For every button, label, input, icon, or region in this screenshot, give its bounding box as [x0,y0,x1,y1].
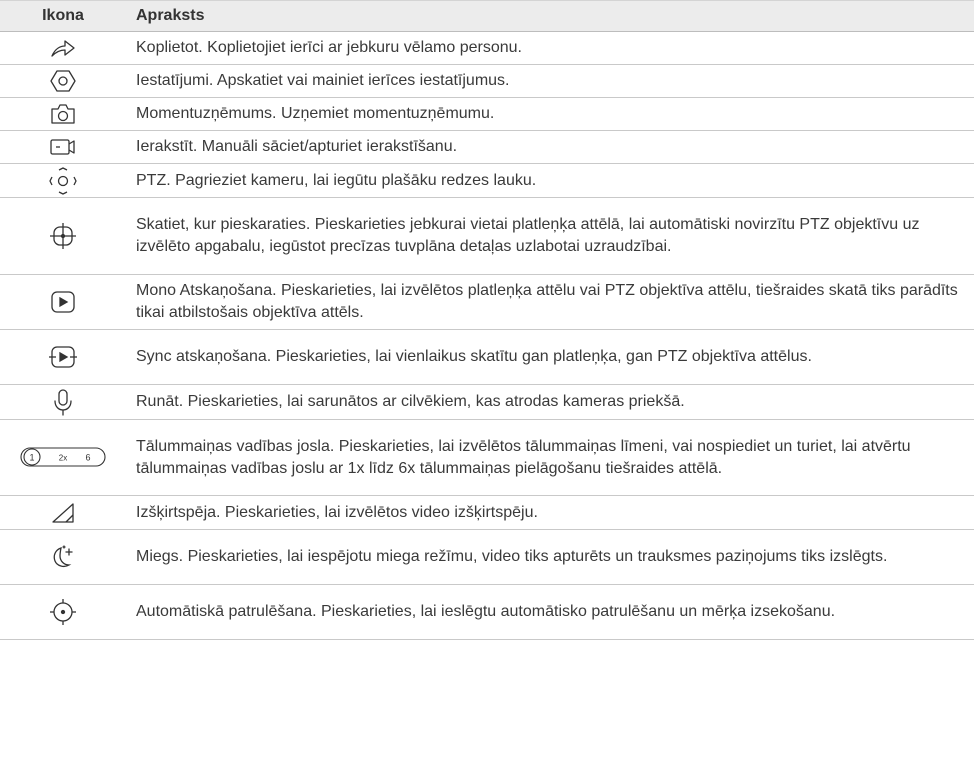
header-icon-column: Ikona [0,1,126,32]
icon-cell [0,585,126,640]
table-row [0,32,974,65]
row-description: Izšķirtspēja. Pieskarieties, lai izvēlētos video izšķirtspēju. [126,496,974,530]
icon-cell [0,131,126,164]
sync-play-icon [49,345,77,369]
play-icon [50,290,76,314]
table-row [0,585,974,640]
row-description: Iestatījumi. Apskatiet vai mainiet ierīces iestatījumus. [126,65,974,98]
record-icon [49,137,77,157]
ptz-icon [48,167,78,195]
camera-icon [50,103,76,125]
microphone-icon [52,388,74,416]
table-row [0,530,974,585]
zoom-label-6: 6 [85,452,91,463]
zoom-label-1: 1 [29,452,35,463]
row-description: Runāt. Pieskarieties, lai sarunātos ar cilvēkiem, kas atrodas kameras priekšā. [126,385,974,420]
header-description-column: Apraksts [126,1,974,32]
table-row [0,385,974,420]
settings-icon [50,69,76,93]
icon-cell [0,98,126,131]
zoom-label-2x: 2x [58,453,68,463]
icon-cell [0,198,126,275]
icon-cell [0,496,126,530]
table-row [0,330,974,385]
share-icon [50,37,76,59]
row-description: Sync atskaņošana. Pieskarieties, lai vienlaikus skatītu gan platleņķa, gan PTZ objektīva attēlus. [126,330,974,385]
row-description: PTZ. Pagrieziet kameru, lai iegūtu plašāku redzes lauku. [126,164,974,198]
table-row [0,98,974,131]
icon-cell [0,330,126,385]
table-row [0,496,974,530]
table-row [0,198,974,275]
auto-patrol-icon [49,598,77,626]
sleep-icon [49,544,77,570]
resolution-icon [50,501,76,525]
icon-cell [0,65,126,98]
table-header-row [0,1,974,32]
icon-cell [0,275,126,330]
zoom-bar-icon [20,446,106,468]
row-description: Tālummaiņas vadības josla. Pieskarieties, lai izvēlētos tālummaiņas līmeni, vai nospiediet un turiet, lai atvērtu tālummaiņas vadības joslu ar 1x līdz 6x tālummaiņas pielāgošanu tiešraides attēlā. [126,420,974,496]
table-row [0,420,974,496]
row-description: Ierakstīt. Manuāli sāciet/apturiet ierakstīšanu. [126,131,974,164]
icon-cell [0,420,126,496]
icon-cell [0,530,126,585]
table-row [0,131,974,164]
row-description: Momentuzņēmums. Uzņemiet momentuzņēmumu. [126,98,974,131]
row-description: Miegs. Pieskarieties, lai iespējotu miega režīmu, video tiks apturēts un trauksmes paziņojums tiks izslēgts. [126,530,974,585]
row-description: Koplietot. Koplietojiet ierīci ar jebkuru vēlamo personu. [126,32,974,65]
crosshair-icon [49,222,77,250]
row-description: Skatiet, kur pieskaraties. Pieskarieties jebkurai vietai platleņķa attēlā, lai automātiski novirzītu PTZ objektīvu uz izvēlēto apgabalu, iegūstot precīzas tuvplāna detaļas uzlabotai uzraudzībai. [126,198,974,275]
icon-cell [0,385,126,420]
row-description: Mono Atskaņošana. Pieskarieties, lai izvēlētos platleņķa attēlu vai PTZ objektīva attēlu, tiešraides skatā tiks parādīts tikai atbilstošais objektīva attēls. [126,275,974,330]
icon-cell [0,164,126,198]
icon-cell [0,32,126,65]
row-description: Automātiskā patrulēšana. Pieskarieties, lai ieslēgtu automātisko patrulēšanu un mērķa izsekošanu. [126,585,974,640]
table-row [0,164,974,198]
table-row [0,65,974,98]
table-row [0,275,974,330]
